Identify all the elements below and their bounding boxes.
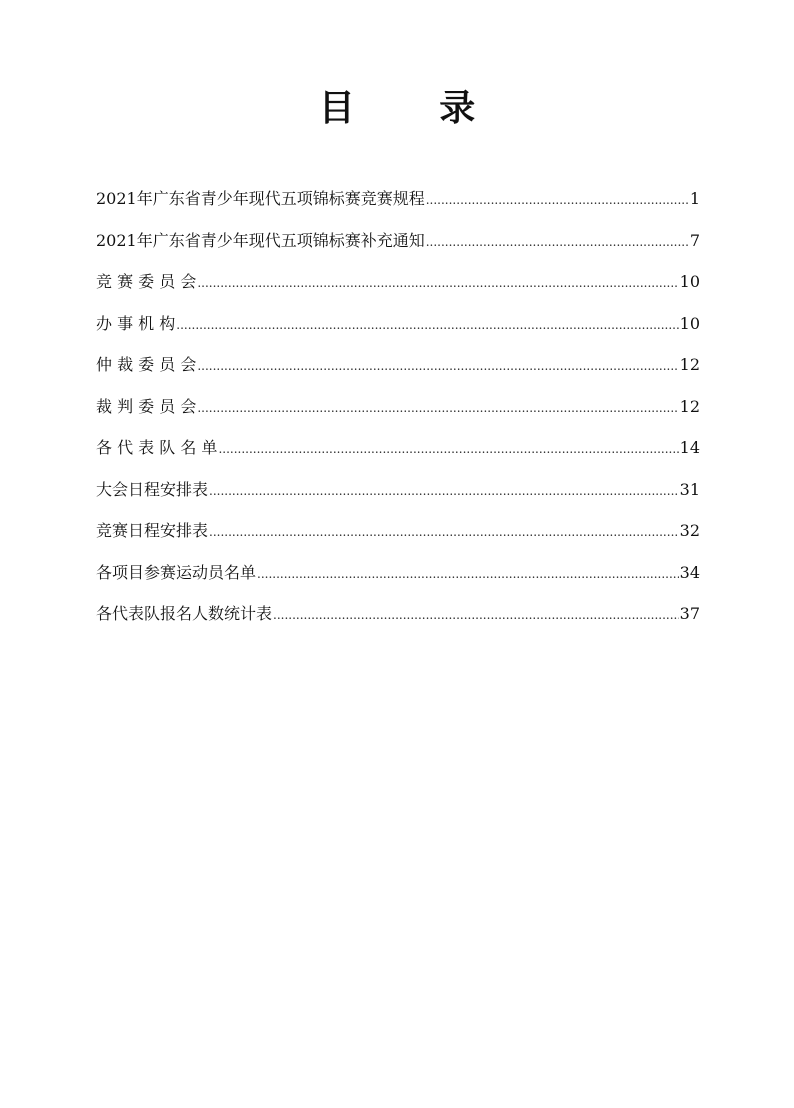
table-of-contents	[96, 186, 700, 643]
toc-entry-label: 仲 裁 委 员 会	[96, 355, 197, 374]
toc-page-number: 32	[679, 521, 700, 540]
toc-entry-label: 2021年广东省青少年现代五项锦标赛竞赛规程	[96, 189, 425, 208]
toc-leader-dots	[426, 193, 689, 207]
toc-entry-label: 裁 判 委 员 会	[96, 396, 197, 416]
toc-leader-dots	[197, 276, 678, 290]
toc-entry[interactable]	[96, 311, 700, 353]
toc-entry[interactable]	[96, 477, 700, 519]
toc-page-number: 12	[679, 355, 700, 374]
toc-leader-dots	[197, 359, 678, 373]
toc-entry[interactable]	[96, 560, 700, 602]
page-title: 目 录	[318, 87, 512, 129]
toc-entry-label: 各项目参赛运动员名单	[96, 562, 257, 582]
toc-page-number: 12	[679, 396, 700, 416]
toc-leader-dots	[218, 442, 678, 456]
toc-entry-label: 2021年广东省青少年现代五项锦标赛补充通知	[96, 230, 425, 250]
toc-leader-dots	[209, 484, 679, 498]
toc-entry-label: 竞赛日程安排表	[96, 521, 209, 540]
toc-page-number: 1	[689, 189, 700, 208]
toc-leader-dots	[209, 525, 679, 539]
toc-leader-dots	[273, 608, 679, 622]
toc-entry-label: 办 事 机 构	[96, 313, 176, 333]
toc-leader-dots	[197, 401, 678, 415]
toc-page-number: 37	[679, 604, 700, 623]
toc-page-number: 7	[689, 230, 700, 250]
toc-entry-label: 竞 赛 委 员 会	[96, 272, 197, 291]
toc-entry[interactable]	[96, 601, 700, 643]
toc-entry[interactable]	[96, 518, 700, 560]
toc-entry[interactable]	[96, 186, 700, 228]
toc-entry[interactable]	[96, 435, 700, 477]
toc-entry[interactable]	[96, 352, 700, 394]
toc-leader-dots	[257, 567, 679, 581]
toc-leader-dots	[426, 235, 689, 249]
toc-entry-label: 各 代 表 队 名 单	[96, 438, 218, 457]
toc-entry[interactable]	[96, 228, 700, 270]
toc-page-number: 10	[679, 313, 700, 333]
toc-entry-label: 各代表队报名人数统计表	[96, 604, 273, 623]
toc-entry-label: 大会日程安排表	[96, 479, 209, 499]
toc-page-number: 14	[679, 438, 700, 457]
toc-page-number: 34	[679, 562, 700, 582]
toc-entry[interactable]	[96, 394, 700, 436]
toc-leader-dots	[176, 318, 678, 332]
toc-page-number: 10	[679, 272, 700, 291]
toc-page-number: 31	[679, 479, 700, 499]
toc-entry[interactable]	[96, 269, 700, 311]
